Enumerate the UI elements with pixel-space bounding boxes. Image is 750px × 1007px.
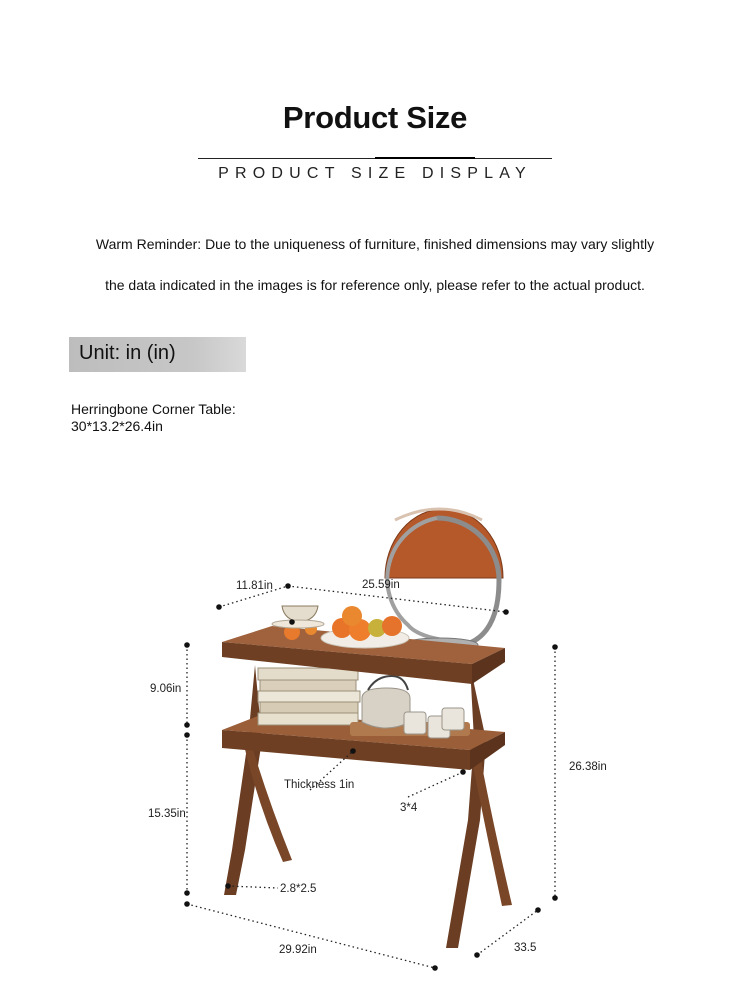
product-dimensions: 30*13.2*26.4in: [71, 418, 163, 434]
label-lower-height: 15.35in: [148, 808, 186, 820]
dim-dot: [474, 952, 480, 958]
reminder-line-1: Warm Reminder: Due to the uniqueness of furniture, finished dimensions may vary slightly: [95, 236, 655, 252]
label-thickness: Thickness 1in: [284, 779, 355, 791]
saucer: [272, 620, 324, 628]
table-illustration: [222, 606, 512, 948]
product-name: Herringbone Corner Table:: [71, 401, 236, 417]
label-base-depth: 33.5: [514, 942, 537, 954]
label-upper-height: 9.06in: [150, 683, 182, 695]
page-subtitle: PRODUCT SIZE DISPLAY: [218, 165, 532, 182]
dim-dot: [225, 883, 231, 889]
dim-dot: [503, 609, 509, 615]
dim-dot: [184, 890, 190, 896]
book-3: [258, 691, 360, 702]
label-top-depth: 11.81in: [236, 580, 273, 592]
unit-label: Unit: in (in): [79, 342, 176, 364]
label-leg-size: 2.8*2.5: [280, 883, 317, 895]
reminder-line-2: the data indicated in the images is for reference only, please refer to the actual product.: [105, 277, 645, 293]
dim-dot: [184, 722, 190, 728]
dim-dot: [552, 644, 558, 650]
dim-line-rail: [408, 772, 463, 797]
dim-dot: [432, 965, 438, 971]
dim-dot: [289, 619, 295, 625]
lamp-illustration: [385, 509, 503, 652]
dim-dot: [285, 583, 291, 589]
dim-dot: [184, 732, 190, 738]
dim-dot: [535, 907, 541, 913]
label-base-width: 29.92in: [279, 944, 317, 956]
leg-front-right: [446, 665, 486, 948]
dim-dot: [216, 604, 222, 610]
book-4: [260, 702, 358, 713]
teapot: [362, 688, 410, 728]
book-5: [258, 713, 358, 725]
dim-dot: [184, 901, 190, 907]
dim-dot: [350, 748, 356, 754]
dim-dot: [460, 769, 466, 775]
dim-dot: [552, 895, 558, 901]
book-2: [260, 680, 356, 691]
label-top-width: 25.59in: [362, 579, 400, 591]
fruit-5: [382, 616, 402, 636]
label-total-height: 26.38in: [569, 761, 607, 773]
label-rail-size: 3*4: [400, 802, 418, 814]
fruit-3: [342, 606, 362, 626]
page-title: Product Size: [282, 100, 468, 135]
dim-dot: [184, 642, 190, 648]
tea-cup-1: [404, 712, 426, 734]
dim-line-base-width: [187, 904, 435, 968]
tea-cup-3: [442, 708, 464, 730]
